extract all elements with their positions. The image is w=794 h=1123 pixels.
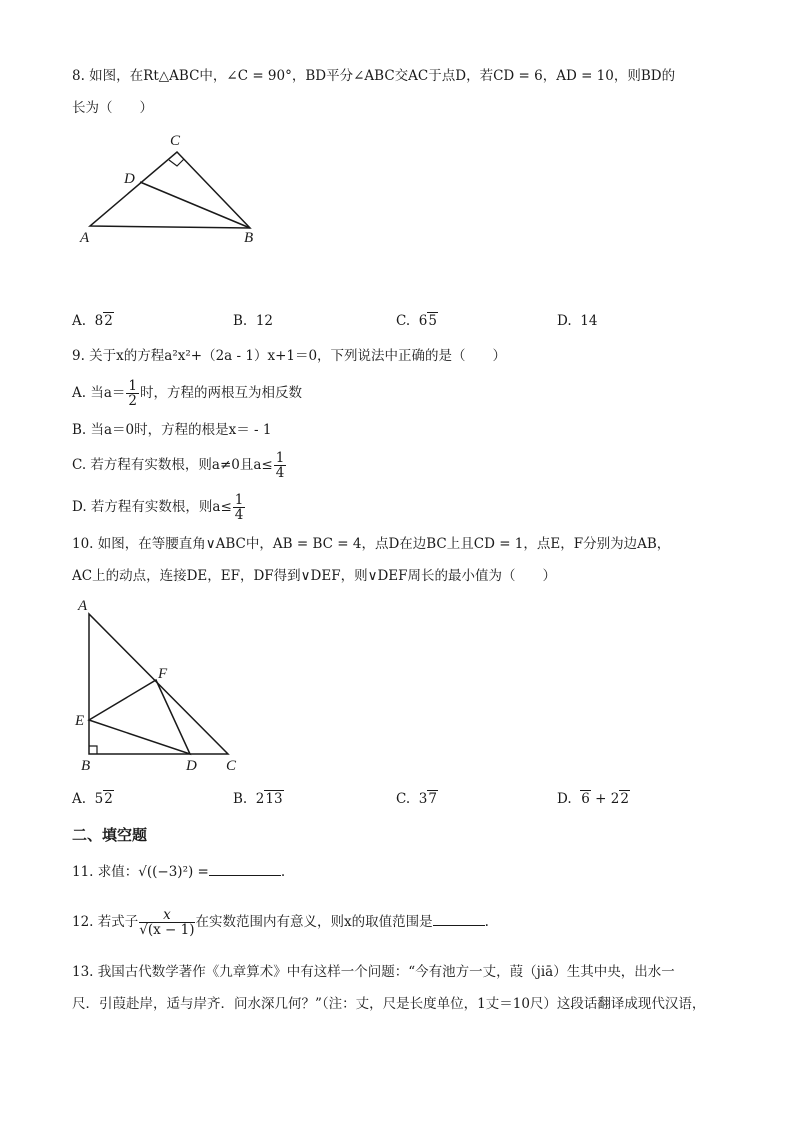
q8-option-c: C. 65 [396,313,437,329]
triangle-abc [90,152,250,228]
label-d: D [186,758,197,774]
q13-line2: 尺．引葭赴岸，适与岸齐．问水深几何？”（注：丈，尺是长度单位，1丈＝10尺）这段话翻译成现代汉语， [72,996,706,1012]
triangle-def [89,680,190,754]
q10-stem-line2: AC上的动点，连接DE，EF，DF得到∨DEF，则∨DEF周长的最小值为（ ） [72,568,557,584]
q12-line: 12. 若式子 $\frac{x}{√(x - 1)}$ 在实数范围内有意义，则x的取值范围是 . [72,907,489,938]
q12-answer-blank [433,925,485,926]
label-a: A [80,230,90,246]
label-c: C [226,758,237,774]
section-title: 二、填空题 [72,826,148,844]
q10-option-a: A. 52 [72,791,113,807]
label-d: D [124,171,135,187]
q10-option-d: D. 6 + 22 [557,791,629,807]
right-angle-mark [89,746,97,754]
q10-stem-line1: 10. 如图，在等腰直角∨ABC中，AB = BC = 4，点D在边BC上且CD = 1，点E，F分别为边AB， [72,536,671,552]
segment-bd [140,182,250,228]
right-angle-mark [169,159,184,166]
q9-stem: 9. 关于x的方程a²x²+（2a - 1）x+1＝0，下列说法中正确的是（ ） [72,348,507,364]
q8-option-a: A. 82 [72,313,113,329]
q8-option-b: B. 12 [233,313,273,329]
label-a: A [78,598,88,614]
q10-figure [72,596,252,776]
q9-option-d: D. 若方程有实数根，则a≤ $\frac{1}{4}$ [72,492,244,523]
label-b: B [81,758,91,774]
label-e: E [75,713,85,729]
q9-option-c: C. 若方程有实数根，则a≠0且a≤ $\frac{1}{4}$ [72,450,285,481]
label-c: C [170,133,181,149]
label-b: B [244,230,254,246]
q8-figure [72,128,272,248]
q8-option-d: D. 14 [557,313,598,329]
q9-option-b: B. 当a＝0时，方程的根是x＝ - 1 [72,422,272,438]
q9-option-a: A. 当a＝ $\frac{1}{2}$ 时，方程的两根互为相反数 [72,378,302,409]
q8-stem-line2: 长为（ ） [72,100,153,116]
q10-option-b: B. 213 [233,791,283,807]
q10-option-c: C. 37 [396,791,437,807]
label-f: F [158,666,168,682]
q8-stem-line1: 8. 如图，在Rt△ABC中，∠C = 90°，BD平分∠ABC交AC于点D，若CD = 6，AD = 10，则BD的 [72,68,676,84]
q11-line: 11. 求值：√((−3)²) = . [72,864,286,880]
q13-line1: 13. 我国古代数学著作《九章算术》中有这样一个问题：“今有池方一丈，葭（jiā）生其中央，出水一 [72,964,675,980]
q11-answer-blank [209,875,281,876]
